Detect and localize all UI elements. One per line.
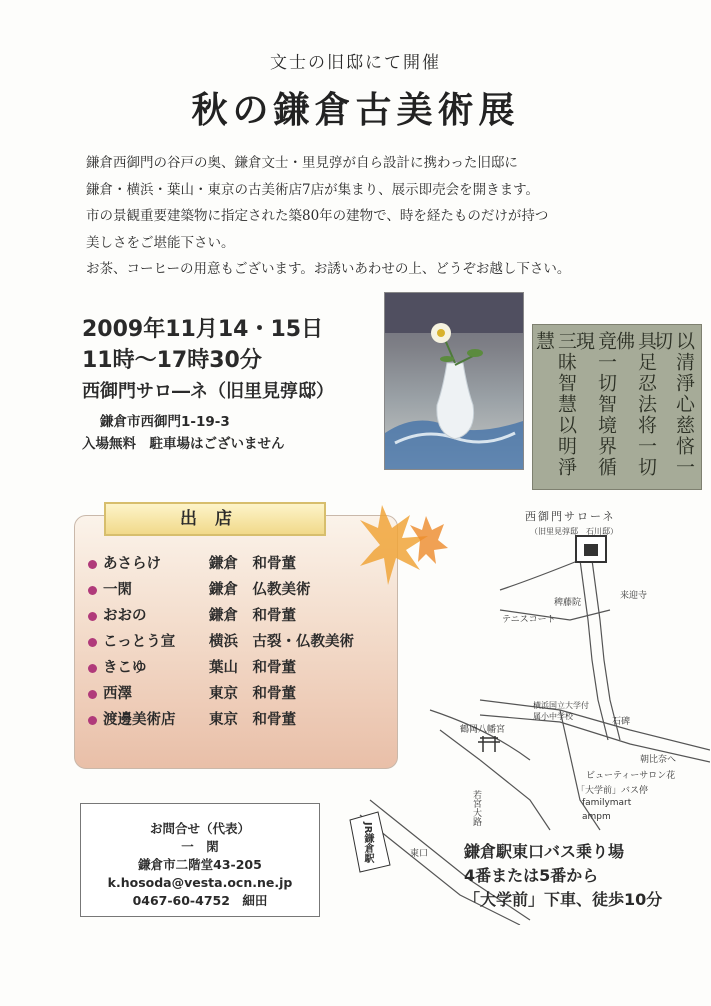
shop-name: あさらけ [103, 556, 161, 572]
contact-box [80, 803, 320, 917]
map-label: 稗藤院 [554, 598, 582, 608]
event-time: 11時～17時30分 [82, 348, 262, 373]
shop-name: こっとう宣 [103, 634, 176, 650]
vase-illustration [385, 293, 523, 469]
shop-city: 東京 [209, 712, 238, 728]
intro-line: 鎌倉西御門の谷戸の奥、鎌倉文士・里見弴が自ら設計に携わった旧邸に [86, 155, 518, 171]
shop-type: 和骨董 [252, 556, 296, 572]
bullet-icon [88, 716, 97, 725]
contact-phone: 0467-60-4752 細田 [132, 893, 268, 908]
exhibitors-heading: 出店 [104, 502, 326, 536]
map-label: 石碑 [612, 717, 631, 727]
shop-city: 鎌倉 [209, 608, 238, 624]
list-item [88, 579, 311, 601]
shop-type: 仏教美術 [252, 582, 311, 598]
shop-type: 和骨董 [252, 608, 296, 624]
access-line: 4番または5番から [464, 866, 599, 885]
shop-type: 和骨董 [252, 660, 296, 676]
map-label: （旧里見弴邸 石川邸） [530, 527, 618, 536]
calligraphy-column: 竟一切智境界循現 [573, 331, 617, 478]
shop-city: 葉山 [209, 660, 238, 676]
list-item [88, 709, 296, 731]
shop-name: おおの [103, 608, 147, 624]
bullet-icon [88, 638, 97, 647]
list-item [88, 605, 296, 627]
calligraphy-column: 以清淨心慈悋一切 [651, 331, 695, 478]
access-line: 「大学前」下車、徒歩10分 [464, 890, 663, 909]
intro-paragraph [86, 150, 646, 283]
calligraphy-column: 具足忍法将一切佛 [613, 331, 657, 478]
event-subtitle: 文士の旧邸にて開催 [270, 53, 441, 73]
map-label: 来迎寺 [620, 591, 648, 601]
list-item [88, 553, 296, 575]
shop-type: 古裂・仏教美術 [252, 634, 354, 650]
shop-city: 鎌倉 [209, 556, 238, 572]
contact-heading: お問合せ（代表） [149, 821, 250, 836]
intro-line: お茶、コーヒーの用意もございます。お誘いあわせの上、どうぞお越し下さい。 [86, 261, 571, 277]
map-label: 若宮大路 [471, 790, 481, 826]
bullet-icon [88, 612, 97, 621]
access-line: 鎌倉駅東口バス乗り場 [464, 842, 625, 861]
list-item [88, 631, 354, 653]
bullet-icon [88, 560, 97, 569]
map-label: 「大学前」バス停 [576, 786, 649, 796]
map-label: 横浜国立大学付属小中学校 [533, 701, 589, 721]
bullet-icon [88, 586, 97, 595]
vase-photo [384, 292, 524, 470]
shop-name: 渡邊美術店 [103, 712, 176, 728]
map-label: 鶴岡八幡宮 [460, 725, 506, 735]
map-venue-label: 西御門サローネ [525, 510, 616, 523]
shop-city: 横浜 [209, 634, 238, 650]
event-date: 2009年11月14・15日 [82, 317, 324, 342]
bullet-icon [88, 690, 97, 699]
shop-type: 和骨董 [252, 686, 296, 702]
map-label: 東口 [410, 849, 429, 859]
access-directions [464, 840, 662, 912]
intro-line: 美しさをご堪能下さい。 [86, 234, 235, 251]
intro-line: 鎌倉・横浜・葉山・東京の古美術店7店が集まり、展示即売会を開きます。 [86, 181, 540, 198]
map-label: familymart [582, 798, 632, 808]
event-venue: 西御門サロ―ネ（旧里見弴邸） [82, 381, 334, 402]
contact-name: 一 閑 [181, 839, 219, 854]
intro-line: 市の景観重要建築物に指定された築80年の建物で、時を経たものだけが持つ [86, 208, 549, 224]
shop-name: 西澤 [103, 686, 132, 702]
calligraphy-photo [532, 324, 702, 490]
bullet-icon [88, 664, 97, 673]
admission-info: 入場無料 駐車場はございません [82, 436, 285, 452]
shop-city: 東京 [209, 686, 238, 702]
shop-type: 和骨董 [252, 712, 296, 728]
event-title: 秋の鎌倉古美術展 [191, 89, 520, 131]
venue-address: 鎌倉市西御門1-19-3 [100, 414, 230, 430]
map-label: JR鎌倉駅 [362, 822, 373, 864]
shop-name: 一閑 [103, 582, 132, 598]
map-label: 朝比奈へ [640, 755, 677, 765]
calligraphy-column: 三昧智慧以明淨慧 [533, 331, 577, 478]
shop-name: きこゆ [103, 660, 147, 676]
contact-email[interactable]: k.hosoda@vesta.ocn.ne.jp [107, 875, 293, 890]
map-label: テニスコート [502, 615, 556, 625]
shop-city: 鎌倉 [209, 582, 238, 598]
list-item [88, 657, 296, 679]
map-label: ampm [582, 812, 611, 822]
contact-address: 鎌倉市二階堂43-205 [138, 857, 262, 872]
map-label: ビューティーサロン花 [586, 771, 676, 781]
list-item [88, 683, 296, 705]
